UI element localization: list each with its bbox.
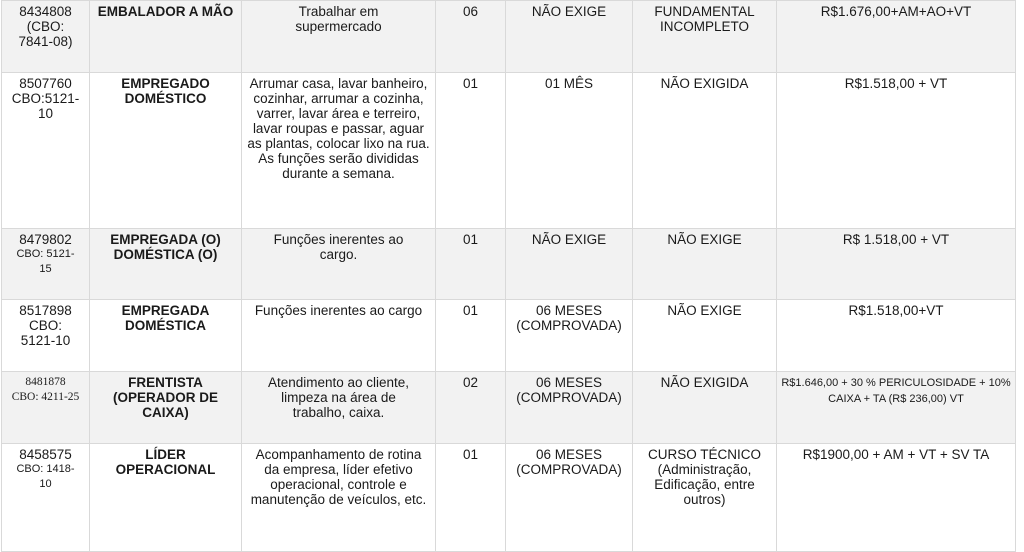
table-row (2, 1, 1016, 73)
job-listings-table (1, 0, 1016, 552)
cbo-line: 10 (39, 478, 52, 490)
table-row (2, 372, 1016, 444)
job-title: EMBALADOR A MÃO (90, 1, 242, 73)
job-title: EMPREGADO DOMÉSTICO (90, 73, 242, 229)
job-education: NÃO EXIGIDA (633, 372, 777, 444)
job-code: 8517898 (19, 303, 72, 318)
job-salary: R$1.518,00+VT (777, 300, 1016, 372)
cbo-line: CBO: 4211-25 (11, 391, 80, 403)
cbo-line: CBO:5121- (11, 91, 80, 106)
job-openings: 01 (436, 229, 506, 300)
cbo-line: 15 (39, 263, 52, 275)
job-code-cell (2, 300, 90, 372)
job-code: 8507760 (19, 76, 72, 91)
job-activities: Funções inerentes ao cargo (242, 300, 436, 372)
job-education: NÃO EXIGIDA (633, 73, 777, 229)
job-code-cell (2, 229, 90, 300)
job-salary: R$1.518,00 + VT (777, 73, 1016, 229)
cbo-line: 5121-10 (20, 333, 71, 348)
job-activities: Funções inerentes ao cargo. (242, 229, 436, 300)
job-experience: 06 MESES (COMPROVADA) (506, 300, 633, 372)
job-title: EMPREGADA (O) DOMÉSTICA (O) (90, 229, 242, 300)
job-activities: Trabalhar em supermercado (242, 1, 436, 73)
job-openings: 01 (436, 73, 506, 229)
job-openings: 02 (436, 372, 506, 444)
table-row (2, 229, 1016, 300)
job-code-cell (2, 1, 90, 73)
job-code: 8479802 (19, 232, 72, 247)
table-row (2, 300, 1016, 372)
job-code-cell (2, 372, 90, 444)
cbo-line: 7841-08) (18, 34, 73, 49)
job-openings: 06 (436, 1, 506, 73)
job-education: NÃO EXIGE (633, 229, 777, 300)
job-salary: R$1.646,00 + 30 % PERICULOSIDADE + 10% CAIXA + TA (R$ 236,00) VT (777, 372, 1016, 444)
job-openings: 01 (436, 300, 506, 372)
job-title: LÍDER OPERACIONAL (90, 444, 242, 552)
table-row (2, 444, 1016, 552)
job-education: CURSO TÉCNICO (Administração, Edificação, entre outros) (633, 444, 777, 552)
cbo-line: 10 (37, 106, 54, 121)
job-activities: Atendimento ao cliente, limpeza na área de trabalho, caixa. (242, 372, 436, 444)
job-title: EMPREGADA DOMÉSTICA (90, 300, 242, 372)
job-code-cell (2, 444, 90, 552)
job-code: 8481878 (25, 376, 66, 388)
cbo-line: CBO: (28, 318, 62, 333)
job-salary: R$ 1.518,00 + VT (777, 229, 1016, 300)
job-education: FUNDAMENTAL INCOMPLETO (633, 1, 777, 73)
table-row (2, 73, 1016, 229)
job-experience: NÃO EXIGE (506, 1, 633, 73)
job-openings: 01 (436, 444, 506, 552)
job-activities: Acompanhamento de rotina da empresa, líder efetivo operacional, controle e manutenção de veículos, etc. (242, 444, 436, 552)
cbo-line: CBO: 1418- (16, 463, 75, 475)
job-experience: 01 MÊS (506, 73, 633, 229)
job-code: 8458575 (19, 447, 72, 462)
job-code-cell (2, 73, 90, 229)
cbo-line: (CBO: (26, 19, 65, 34)
job-salary: R$1.676,00+AM+AO+VT (777, 1, 1016, 73)
job-code: 8434808 (19, 4, 72, 19)
job-experience: 06 MESES (COMPROVADA) (506, 444, 633, 552)
cbo-line: CBO: 5121- (16, 248, 75, 260)
job-salary: R$1900,00 + AM + VT + SV TA (777, 444, 1016, 552)
job-experience: 06 MESES (COMPROVADA) (506, 372, 633, 444)
job-activities: Arrumar casa, lavar banheiro, cozinhar, arrumar a cozinha, varrer, lavar área e terreiro, lavar roupas e passar, aguar as plantas, colocar lixo na rua. As funções serão divididas durante a semana. (242, 73, 436, 229)
job-title: FRENTISTA (OPERADOR DE CAIXA) (90, 372, 242, 444)
job-experience: NÃO EXIGE (506, 229, 633, 300)
job-education: NÃO EXIGE (633, 300, 777, 372)
